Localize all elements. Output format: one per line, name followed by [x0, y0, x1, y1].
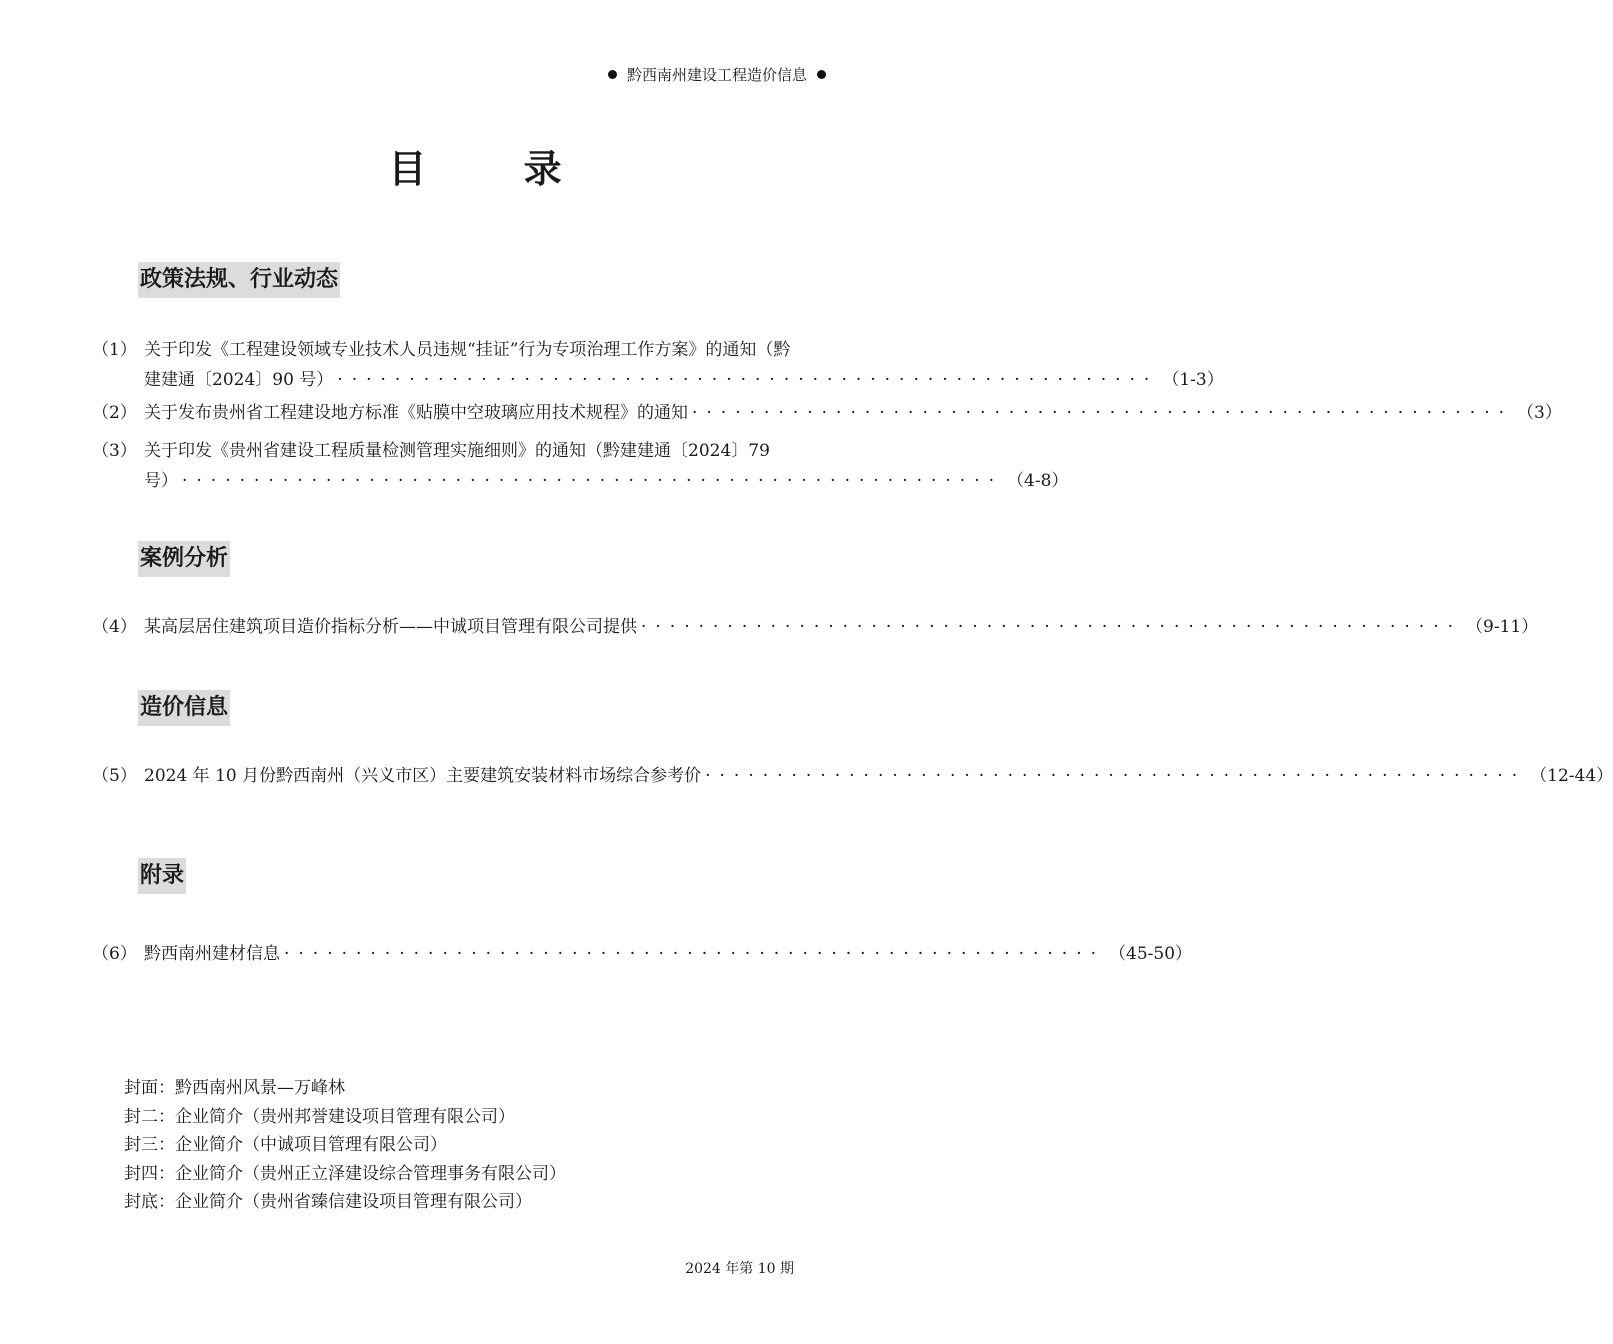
- section-title-policy: 政策法规、行业动态: [138, 262, 340, 298]
- issue-number: 2024 年第 10 期: [685, 1261, 794, 1277]
- dot-leader: ·························································: [692, 403, 1514, 423]
- entry-title-line: 2024 年 10 月份黔西南州（兴义市区）主要建筑安装材料市场综合参考价: [144, 766, 702, 786]
- page-title: 目 录: [388, 147, 604, 191]
- toc-entry-4[interactable]: [92, 612, 1539, 642]
- entry-title-line: 关于印发《贵州省建设工程质量检测管理实施细则》的通知（黔建建通〔2024〕79: [144, 441, 770, 461]
- page-range: （9-11）: [1466, 617, 1539, 637]
- entry-title-line: 某高层居住建筑项目造价指标分析——中诚项目管理有限公司提供: [144, 617, 637, 637]
- page-range: （45-50）: [1109, 944, 1193, 964]
- entry-title-line: 黔西南州建材信息: [144, 944, 280, 964]
- entry-title-line: 号）: [144, 471, 178, 491]
- entry-number: （1）: [92, 340, 137, 360]
- cover-credit-front: 封面：黔西南州风景—万峰林: [124, 1078, 345, 1098]
- cover-credit-back: 封底：企业简介（贵州省臻信建设项目管理有限公司）: [124, 1192, 532, 1212]
- entry-number: （2）: [92, 403, 137, 423]
- toc-entry-6[interactable]: [92, 939, 1193, 969]
- cover-credits: [124, 1074, 566, 1217]
- dot-leader: ·························································: [641, 617, 1463, 637]
- toc-entry-3[interactable]: [92, 436, 1069, 496]
- entry-number: （3）: [92, 441, 137, 461]
- entry-number: （6）: [92, 944, 137, 964]
- toc-entry-2[interactable]: [92, 398, 1562, 428]
- section-title-appendix: 附录: [138, 858, 186, 894]
- section-title-cost-info: 造价信息: [138, 690, 230, 726]
- bullet-dot-right: [817, 70, 826, 79]
- entry-title-line: 建建通〔2024〕90 号）: [144, 370, 334, 390]
- cover-credit-inside-front: 封二：企业简介（贵州邦誉建设项目管理有限公司）: [124, 1106, 515, 1127]
- page-range: （4-8）: [1007, 471, 1069, 491]
- page-range: （3）: [1517, 403, 1562, 423]
- page-range: （12-44）: [1530, 766, 1613, 786]
- dot-leader: ·························································: [705, 766, 1527, 786]
- dot-leader: ·························································: [284, 944, 1106, 964]
- header-text: 黔西南州建设工程造价信息: [626, 66, 807, 84]
- cover-credit-inside-back: 封三：企业简介（中诚项目管理有限公司）: [124, 1135, 447, 1155]
- dot-leader: ·························································: [182, 471, 1004, 491]
- running-header: [608, 64, 826, 85]
- section-title-case-analysis: 案例分析: [138, 541, 230, 577]
- entry-title-line: 关于发布贵州省工程建设地方标准《贴膜中空玻璃应用技术规程》的通知: [144, 403, 688, 423]
- entry-title-line: 关于印发《工程建设领域专业技术人员违规“挂证”行为专项治理工作方案》的通知（黔: [144, 340, 791, 360]
- toc-entry-5[interactable]: [92, 761, 1613, 791]
- entry-number: （5）: [92, 766, 137, 786]
- cover-credit-back-inner: 封四：企业简介（贵州正立泽建设综合管理事务有限公司）: [124, 1163, 566, 1184]
- dot-leader: ·························································: [337, 370, 1159, 390]
- page-range: （1-3）: [1162, 370, 1224, 390]
- toc-entry-1[interactable]: [92, 335, 1224, 395]
- entry-number: （4）: [92, 617, 137, 637]
- bullet-dot-left: [608, 70, 617, 79]
